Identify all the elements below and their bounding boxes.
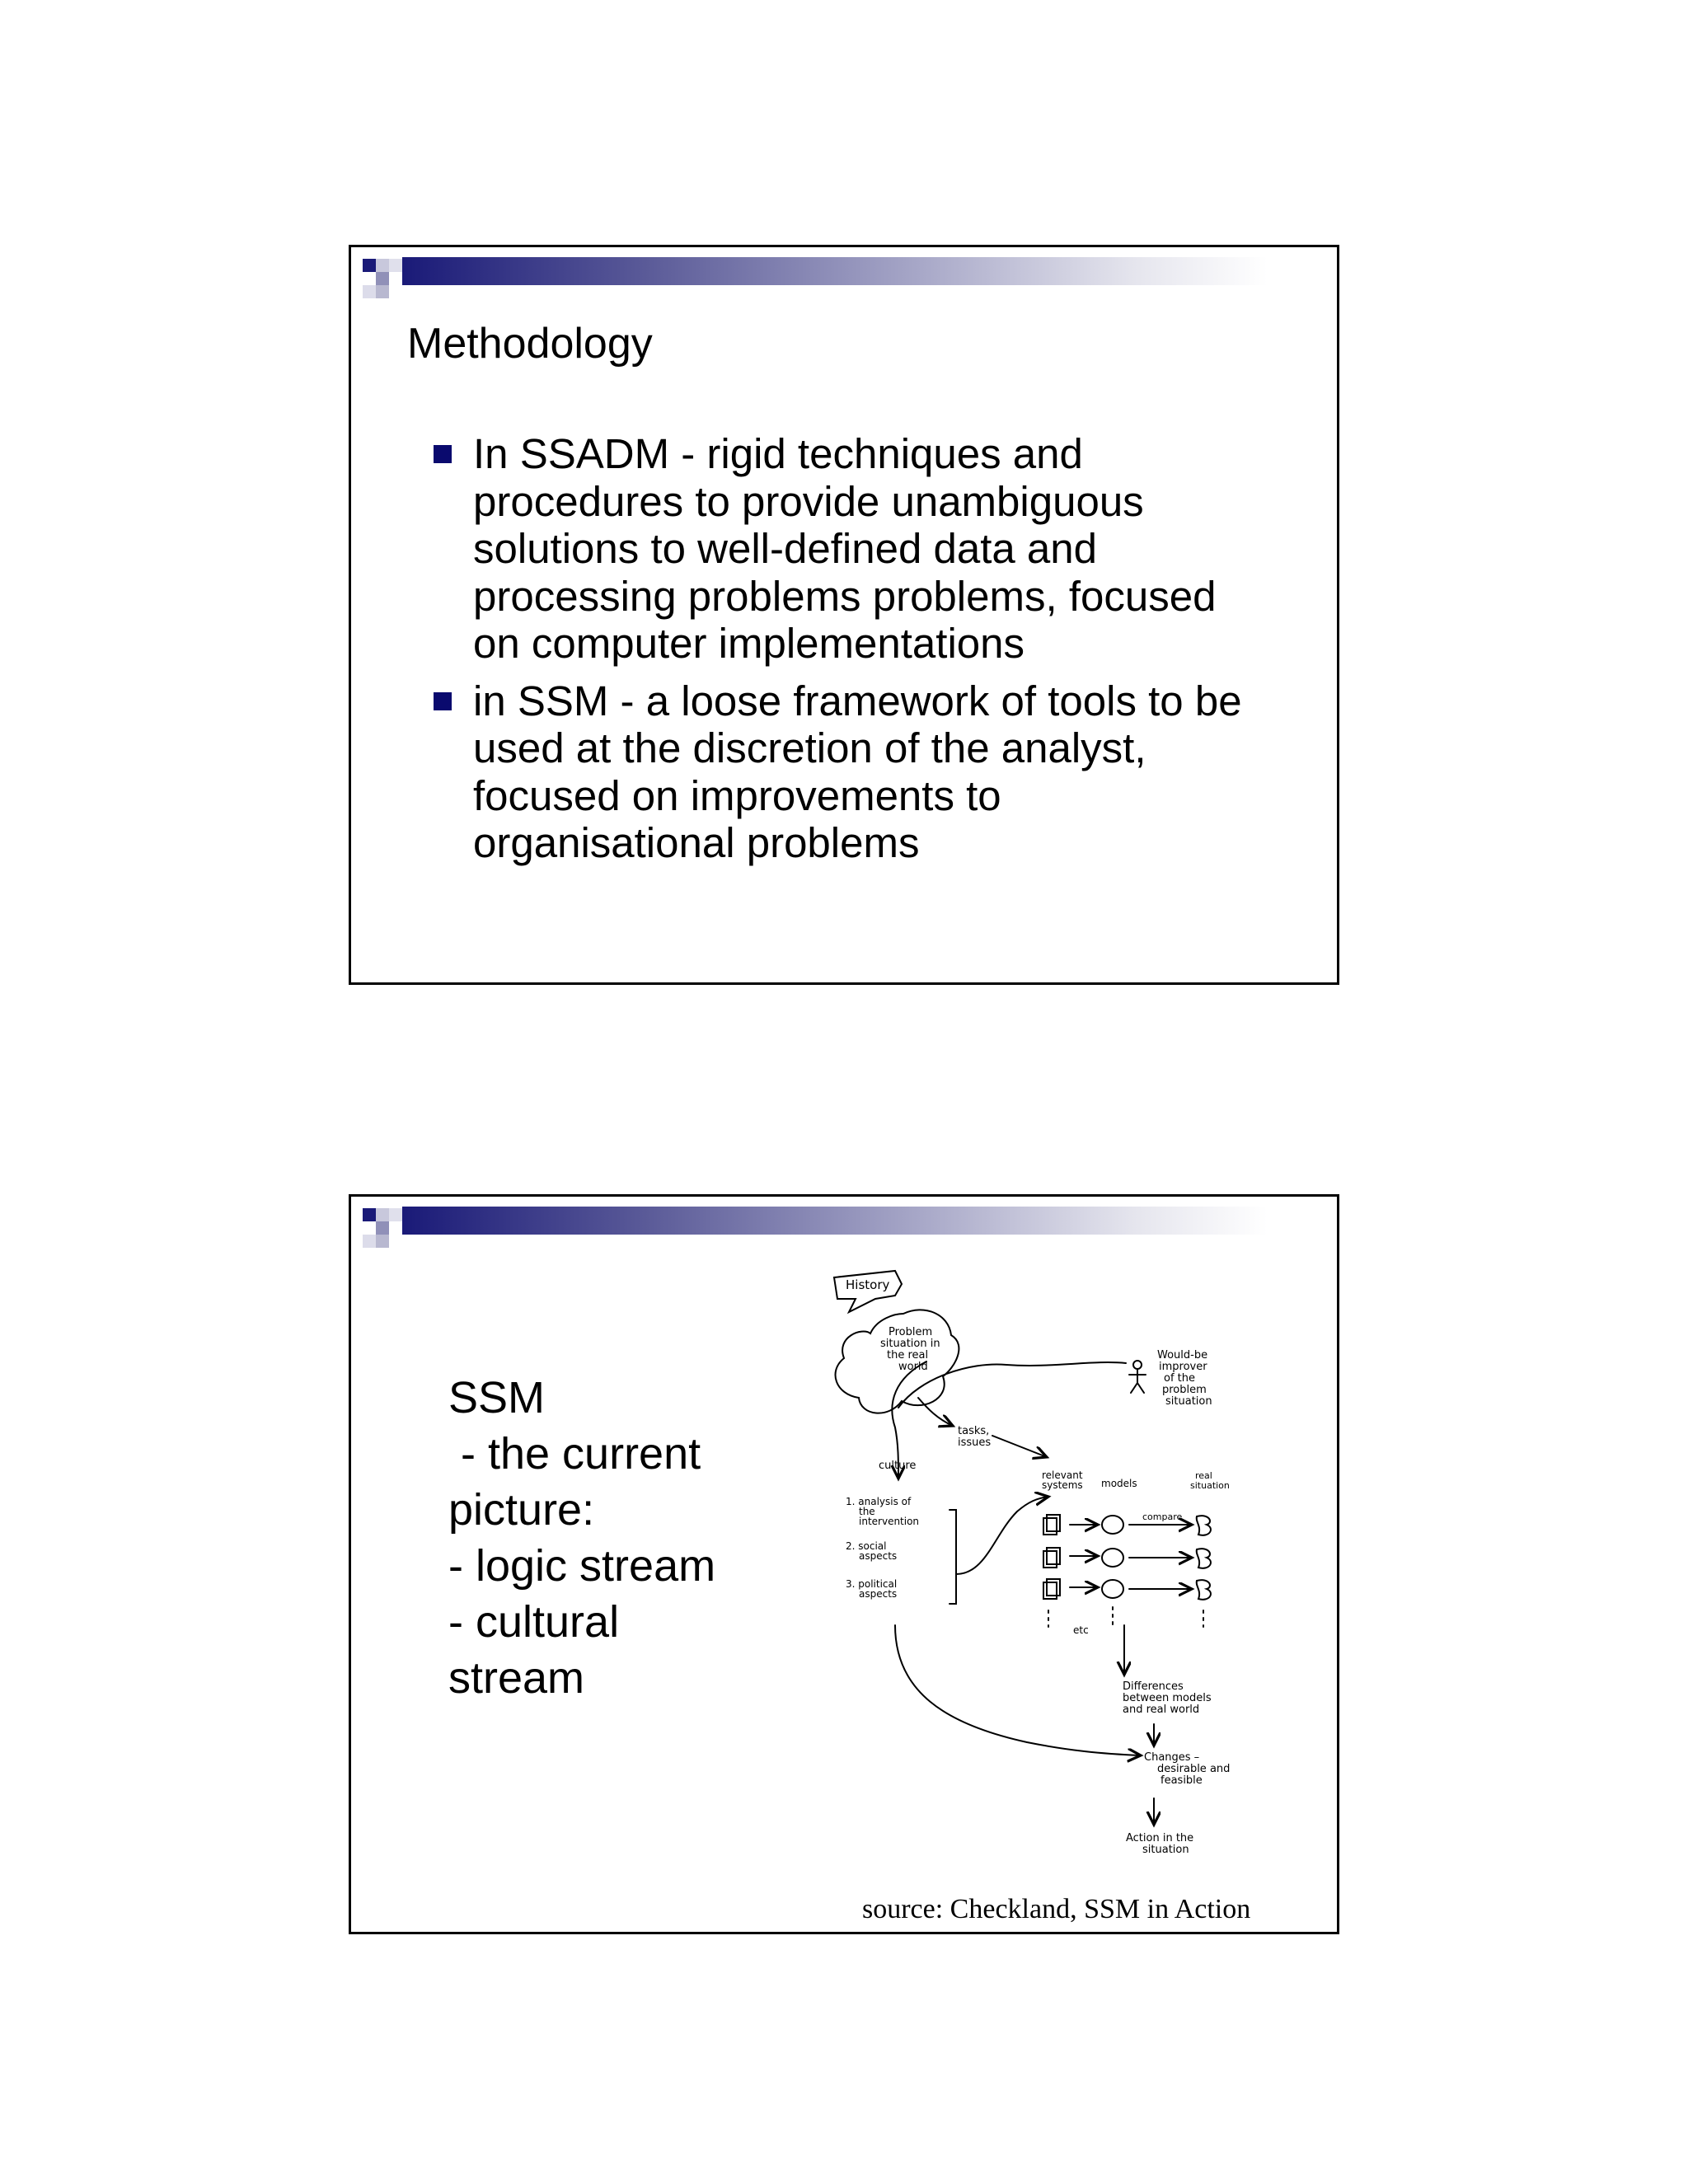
svg-text:real: real bbox=[1195, 1470, 1212, 1481]
svg-text:Would-be: Would-be bbox=[1157, 1349, 1208, 1361]
bullet-item bbox=[434, 430, 1274, 668]
svg-text:Action in the: Action in the bbox=[1126, 1832, 1194, 1844]
ssm-diagram bbox=[813, 1263, 1324, 1889]
svg-text:and real world: and real world bbox=[1123, 1704, 1200, 1716]
bullet-item bbox=[434, 677, 1274, 867]
slide-header-decoration bbox=[351, 247, 1339, 313]
bullet-list bbox=[434, 430, 1274, 877]
source-caption: source: Checkland, SSM in Action bbox=[862, 1894, 1251, 1924]
svg-text:issues: issues bbox=[958, 1436, 992, 1449]
svg-text:situation: situation bbox=[1165, 1395, 1212, 1408]
svg-text:aspects: aspects bbox=[859, 1588, 898, 1600]
svg-text:situation: situation bbox=[1142, 1844, 1189, 1856]
svg-text:systems: systems bbox=[1042, 1479, 1083, 1491]
svg-text:problem: problem bbox=[1162, 1384, 1207, 1396]
svg-text:1. analysis of: 1. analysis of bbox=[846, 1496, 912, 1507]
svg-text:desirable and: desirable and bbox=[1157, 1763, 1231, 1775]
svg-text:models: models bbox=[1101, 1478, 1137, 1489]
square-bullet-icon bbox=[434, 692, 452, 710]
svg-text:improver: improver bbox=[1159, 1361, 1207, 1373]
svg-text:of the: of the bbox=[1164, 1372, 1195, 1385]
svg-text:intervention: intervention bbox=[859, 1516, 920, 1527]
svg-text:between models: between models bbox=[1123, 1692, 1212, 1704]
svg-text:Problem: Problem bbox=[889, 1326, 933, 1338]
svg-text:situation: situation bbox=[1190, 1480, 1230, 1491]
svg-text:3. political: 3. political bbox=[846, 1578, 898, 1590]
slide-title: Methodology bbox=[407, 320, 653, 368]
ssm-description: SSM - the current picture: - logic stream - cultural stream bbox=[448, 1373, 716, 1703]
svg-text:situation in: situation in bbox=[880, 1338, 940, 1350]
slide-ssm-picture bbox=[349, 1194, 1339, 1934]
bullet-text: In SSADM - rigid techniques and procedures to provide unambiguous solutions to well-defined data and processing problems problems, focused on computer implementations bbox=[473, 430, 1217, 667]
svg-text:the real: the real bbox=[887, 1349, 929, 1361]
svg-text:2. social: 2. social bbox=[846, 1540, 887, 1552]
svg-text:etc: etc bbox=[1073, 1624, 1089, 1636]
slide-methodology bbox=[349, 245, 1339, 985]
svg-text:Differences: Differences bbox=[1123, 1680, 1184, 1693]
svg-text:relevant: relevant bbox=[1042, 1469, 1083, 1481]
improver-figure bbox=[1129, 1361, 1146, 1393]
svg-text:the: the bbox=[859, 1506, 875, 1517]
svg-text:world: world bbox=[898, 1361, 928, 1373]
bullet-text: in SSM - a loose framework of tools to be used at the discretion of the analyst, focused on improvements to organisational problems bbox=[473, 677, 1242, 866]
slide-header-decoration bbox=[351, 1197, 1339, 1263]
svg-text:aspects: aspects bbox=[859, 1550, 898, 1562]
svg-text:tasks,: tasks, bbox=[958, 1425, 990, 1437]
svg-text:compare: compare bbox=[1142, 1511, 1183, 1522]
square-bullet-icon bbox=[434, 445, 452, 463]
svg-text:feasible: feasible bbox=[1160, 1774, 1203, 1787]
svg-text:culture: culture bbox=[879, 1460, 917, 1472]
history-label: History bbox=[846, 1277, 890, 1292]
svg-text:Changes –: Changes – bbox=[1144, 1751, 1200, 1764]
